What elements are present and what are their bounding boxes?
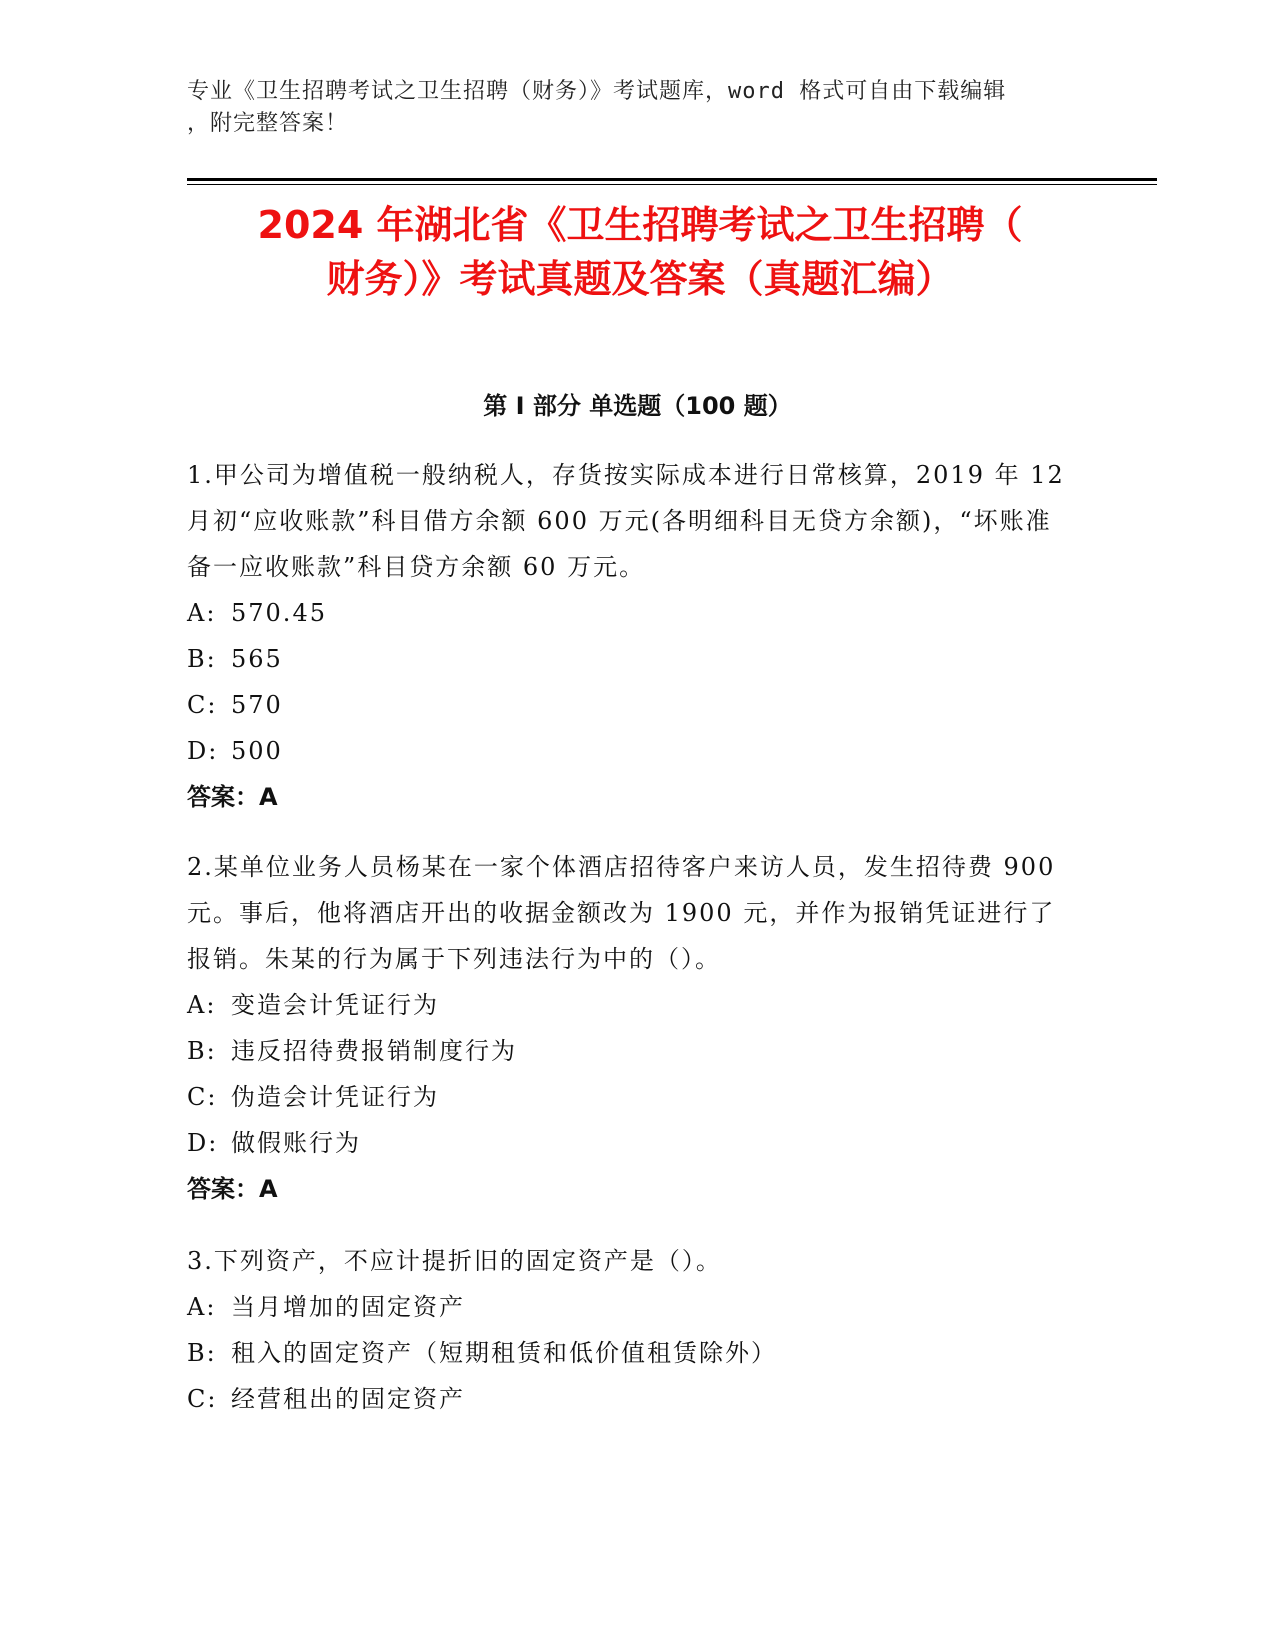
option-text: 变造会计凭证行为 bbox=[231, 991, 439, 1019]
answer-label: 答案：A bbox=[187, 1175, 278, 1203]
option-letter: C: bbox=[187, 1385, 218, 1413]
question-3 bbox=[187, 1238, 1067, 1422]
option-b bbox=[187, 1028, 1067, 1074]
option-d bbox=[187, 728, 1067, 774]
answer-label: 答案：A bbox=[187, 783, 278, 811]
document-title-line-2: 财务）》考试真题及答案（真题汇编） bbox=[326, 257, 954, 301]
option-text: 当月增加的固定资产 bbox=[231, 1293, 465, 1321]
option-text: 做假账行为 bbox=[231, 1129, 361, 1157]
option-letter: C: bbox=[187, 1083, 218, 1111]
question-stem: 3.下列资产，不应计提折旧的固定资产是（）。 bbox=[187, 1247, 722, 1275]
question-stem: 2.某单位业务人员杨某在一家个体酒店招待客户来访人员，发生招待费 900 元。事后，他将酒店开出的收据金额改为 1900 元，并作为报销凭证进行了报销。朱某的行为属于下列违法行为中的（）。 bbox=[187, 853, 1056, 973]
option-a bbox=[187, 590, 1067, 636]
document-title-line-1: 2024 年湖北省《卫生招聘考试之卫生招聘（ bbox=[257, 203, 1023, 247]
option-text: 500 bbox=[231, 737, 283, 765]
option-text: 570.45 bbox=[231, 599, 327, 627]
option-letter: B: bbox=[187, 1037, 217, 1065]
option-c bbox=[187, 1376, 1067, 1422]
header-divider-thin bbox=[187, 184, 1157, 185]
section-heading: 第 I 部分 单选题（100 题） bbox=[483, 392, 792, 420]
option-text: 伪造会计凭证行为 bbox=[231, 1083, 439, 1111]
question-stem: 1.甲公司为增值税一般纳税人，存货按实际成本进行日常核算，2019 年 12 月初“应收账款”科目借方余额 600 万元(各明细科目无贷方余额)，“坏账准备一应收账款”科目贷方余额 60 万元。 bbox=[187, 461, 1065, 581]
header-note-line-1: 专业《卫生招聘考试之卫生招聘（财务）》考试题库，word 格式可自由下载编辑 bbox=[187, 79, 1007, 104]
option-letter: C: bbox=[187, 691, 218, 719]
option-text: 565 bbox=[231, 645, 283, 673]
option-letter: D: bbox=[187, 737, 219, 765]
option-c bbox=[187, 682, 1067, 728]
option-text: 经营租出的固定资产 bbox=[231, 1385, 465, 1413]
option-b bbox=[187, 1330, 1067, 1376]
option-text: 570 bbox=[231, 691, 283, 719]
option-c bbox=[187, 1074, 1067, 1120]
option-letter: A: bbox=[187, 599, 217, 627]
option-letter: D: bbox=[187, 1129, 219, 1157]
option-text: 违反招待费报销制度行为 bbox=[231, 1037, 517, 1065]
option-letter: B: bbox=[187, 1339, 217, 1367]
header-note bbox=[187, 76, 1087, 140]
question-1 bbox=[187, 452, 1067, 820]
option-text: 租入的固定资产（短期租赁和低价值租赁除外） bbox=[231, 1339, 777, 1367]
question-2 bbox=[187, 844, 1067, 1212]
header-divider-thick bbox=[187, 178, 1157, 181]
option-a bbox=[187, 1284, 1067, 1330]
header-note-line-2: ，附完整答案！ bbox=[187, 111, 349, 136]
option-b bbox=[187, 636, 1067, 682]
option-letter: A: bbox=[187, 1293, 217, 1321]
document-title bbox=[120, 198, 1160, 306]
option-d bbox=[187, 1120, 1067, 1166]
option-letter: A: bbox=[187, 991, 217, 1019]
option-letter: B: bbox=[187, 645, 217, 673]
option-a bbox=[187, 982, 1067, 1028]
